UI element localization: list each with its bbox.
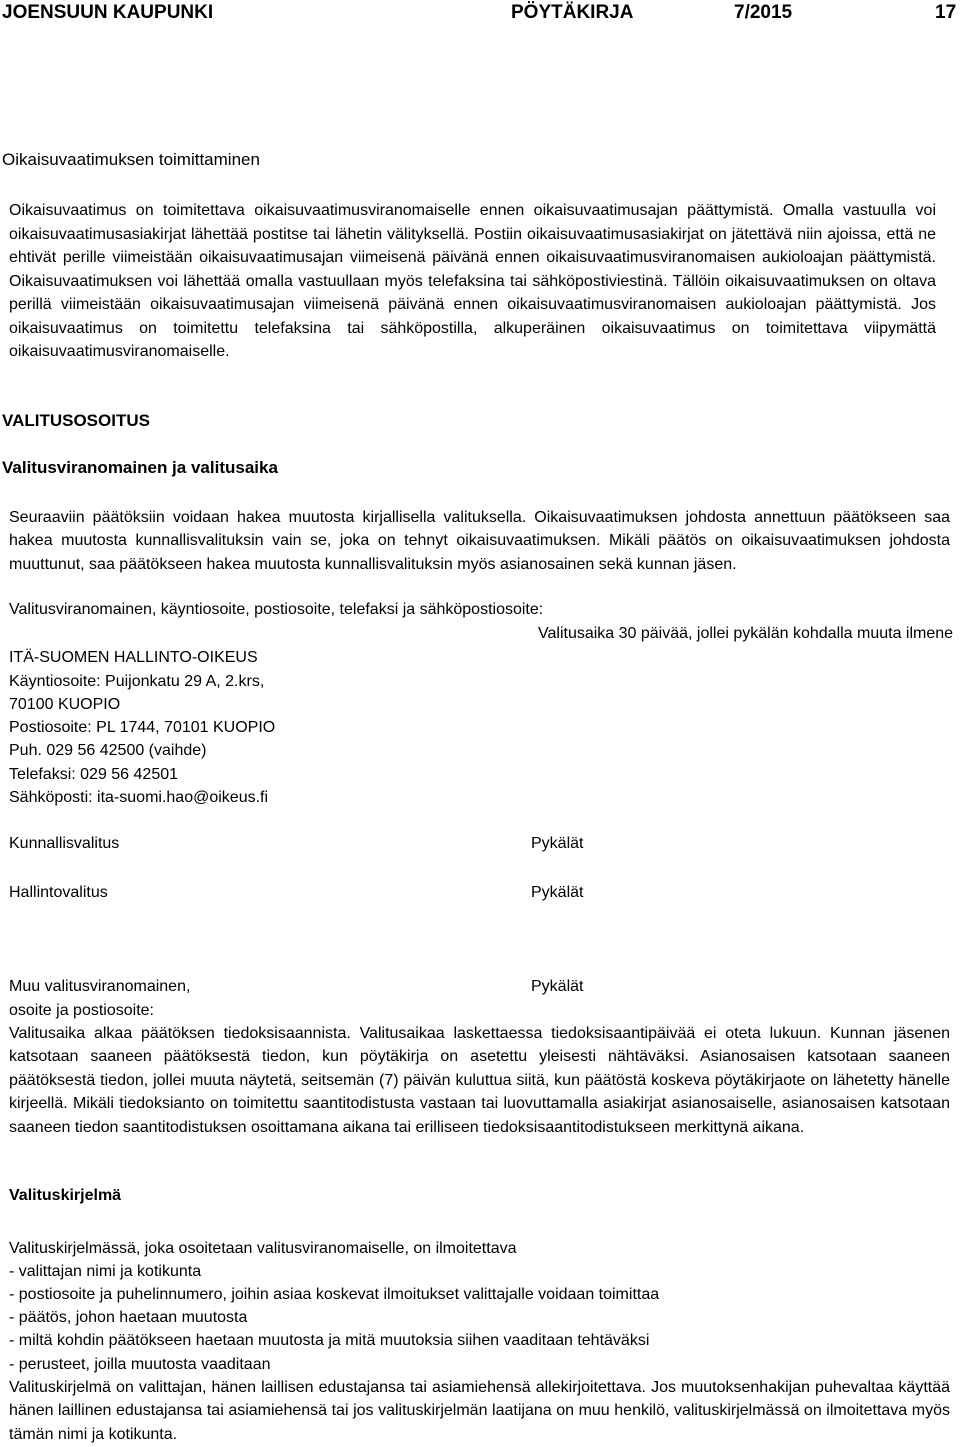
authority-paragraph: Seuraaviin päätöksiin voidaan hakea muutosta kirjallisella valituksella. Oikaisuvaatimuksen johdosta annettuun päätökseen saa hakea muutosta kunnallisvalituksin vain se, joka on tehnyt oikaisuvaatimuksen. Mikäli päätös on oikaisuvaatimuksen johdosta muuttunut, saa päätökseen hakea muutosta kunnallisvalituksin myös asianosainen sekä kunnan jäsen.: [9, 509, 950, 573]
other-authority-sections: Pykälät: [531, 978, 584, 995]
authority-fax: Telefaksi: 029 56 42501: [9, 766, 179, 783]
authority-email: Sähköposti: ita-suomi.hao@oikeus.fi: [9, 789, 269, 806]
appeal-period-paragraph: Valitusaika alkaa päätöksen tiedoksisaannista. Valitusaikaa laskettaessa tiedoksisaantipäivää ei oteta lukuun. Kunnan jäsenen katsotaan saaneen päätöksestä tiedon, kun pöytäkirja on asetettu yleisesti nähtäväksi. Asianosaisen katsotaan saaneen päätöksestä tiedon, jollei muuta näytetä, seitsemän (7) päivän kuluttua siitä, kun päätöstä koskeva pöytäkirjaote on lähetetty hänelle kirjeellä. Mikäli tiedoksianto on toimitettu saantitodistusta vastaan tai luovuttamalla asiakirjat asianosaiselle, asianosaisen katsotaan saaneen tiedon saantitodistuksen osoittamana aikana tai erilliseen tiedoksisaantitodistukseen merkittynä aikana.: [9, 1025, 950, 1136]
appeal-submission-paragraph: Oikaisuvaatimus on toimitettava oikaisuvaatimusviranomaiselle ennen oikaisuvaatimusajan päättymistä. Omalla vastuulla voi oikaisuvaatimusasiakirjat lähettää postitse tai lähetin välityksellä. Postiin oikaisuvaatimusasiakirjat on jätettävä niin ajoissa, että ne ehtivät perille viimeistään oikaisuvaatimusajan viimeisenä päivänä ennen oikaisuvaatimusviranomaisen aukioloajan päättymistä. Oikaisuvaatimuksen voi lähettää omalla vastuullaan myös telefaksina tai sähköpostiviestinä. Tällöin oikaisuvaatimuksen on oltava perillä viimeistään oikaisuvaatimusajan viimeisenä päivänä ennen oikaisuvaatimusviranomaisen aukioloajan päättymistä. Jos oikaisuvaatimus on toimitettu telefaksina tai sähköpostilla, alkuperäinen oikaisuvaatimus on toimitettava viipymättä oikaisuvaatimusviranomaiselle.: [9, 202, 936, 360]
section-title-appeal-submission: Oikaisuvaatimuksen toimittaminen: [2, 150, 260, 169]
document-type: PÖYTÄKIRJA: [511, 2, 634, 23]
authority-name: ITÄ-SUOMEN HALLINTO-OIKEUS: [9, 649, 258, 666]
section-title-appeal-instructions: VALITUSOSOITUS: [2, 411, 150, 430]
authority-visit-address: Käyntiosoite: Puijonkatu 29 A, 2.krs,: [9, 673, 265, 690]
list-item: - postiosoite ja puhelinnumero, joihin asiaa koskevat ilmoitukset valittajalle voidaan toimittaa: [9, 1286, 660, 1303]
list-item: - perusteet, joilla muutosta vaaditaan: [9, 1356, 271, 1373]
section-title-appeal-letter: Valituskirjelmä: [9, 1187, 122, 1204]
authority-intro: Valitusviranomainen, käyntiosoite, postiosoite, telefaksi ja sähköpostiosoite:: [9, 601, 544, 618]
list-item: - miltä kohdin päätökseen haetaan muutosta ja mitä muutoksia siihen vaaditaan tehtäväksi: [9, 1332, 650, 1349]
organization-name: JOENSUUN KAUPUNKI: [2, 2, 214, 23]
list-item: - valittajan nimi ja kotikunta: [9, 1263, 202, 1280]
appeal-type-administrative: Hallintovalitus: [9, 884, 108, 901]
authority-visit-city: 70100 KUOPIO: [9, 696, 121, 713]
appeal-letter-closing: Valituskirjelmä on valittajan, hänen laillisen edustajansa tai asiamiehensä allekirjoitettava. Jos muutoksenhakijan puhevaltaa käyttää hänen laillinen edustajansa tai asiamiehensä tai jos valituskirjelmän laatijana on muu henkilö, valituskirjelmässä on ilmoitettava myös tämän nimi ja kotikunta.: [9, 1379, 950, 1443]
deadline-note: Valitusaika 30 päivää, jollei pykälän kohdalla muuta ilmene: [538, 625, 954, 642]
section-subtitle-authority-and-period: Valitusviranomainen ja valitusaika: [2, 458, 278, 477]
authority-postal-address: Postiosoite: PL 1744, 70101 KUOPIO: [9, 719, 276, 736]
other-authority-address-label: osoite ja postiosoite:: [9, 1002, 154, 1019]
authority-phone: Puh. 029 56 42500 (vaihde): [9, 742, 207, 759]
list-item: - päätös, johon haetaan muutosta: [9, 1309, 248, 1326]
other-authority-label: Muu valitusviranomainen,: [9, 978, 191, 995]
appeal-sections-administrative: Pykälät: [531, 884, 584, 901]
appeal-letter-intro: Valituskirjelmässä, joka osoitetaan valitusviranomaiselle, on ilmoitettava: [9, 1240, 517, 1257]
document-number: 7/2015: [734, 2, 793, 23]
page-number: 17: [935, 2, 957, 23]
appeal-type-municipal: Kunnallisvalitus: [9, 835, 120, 852]
appeal-sections-municipal: Pykälät: [531, 835, 584, 852]
